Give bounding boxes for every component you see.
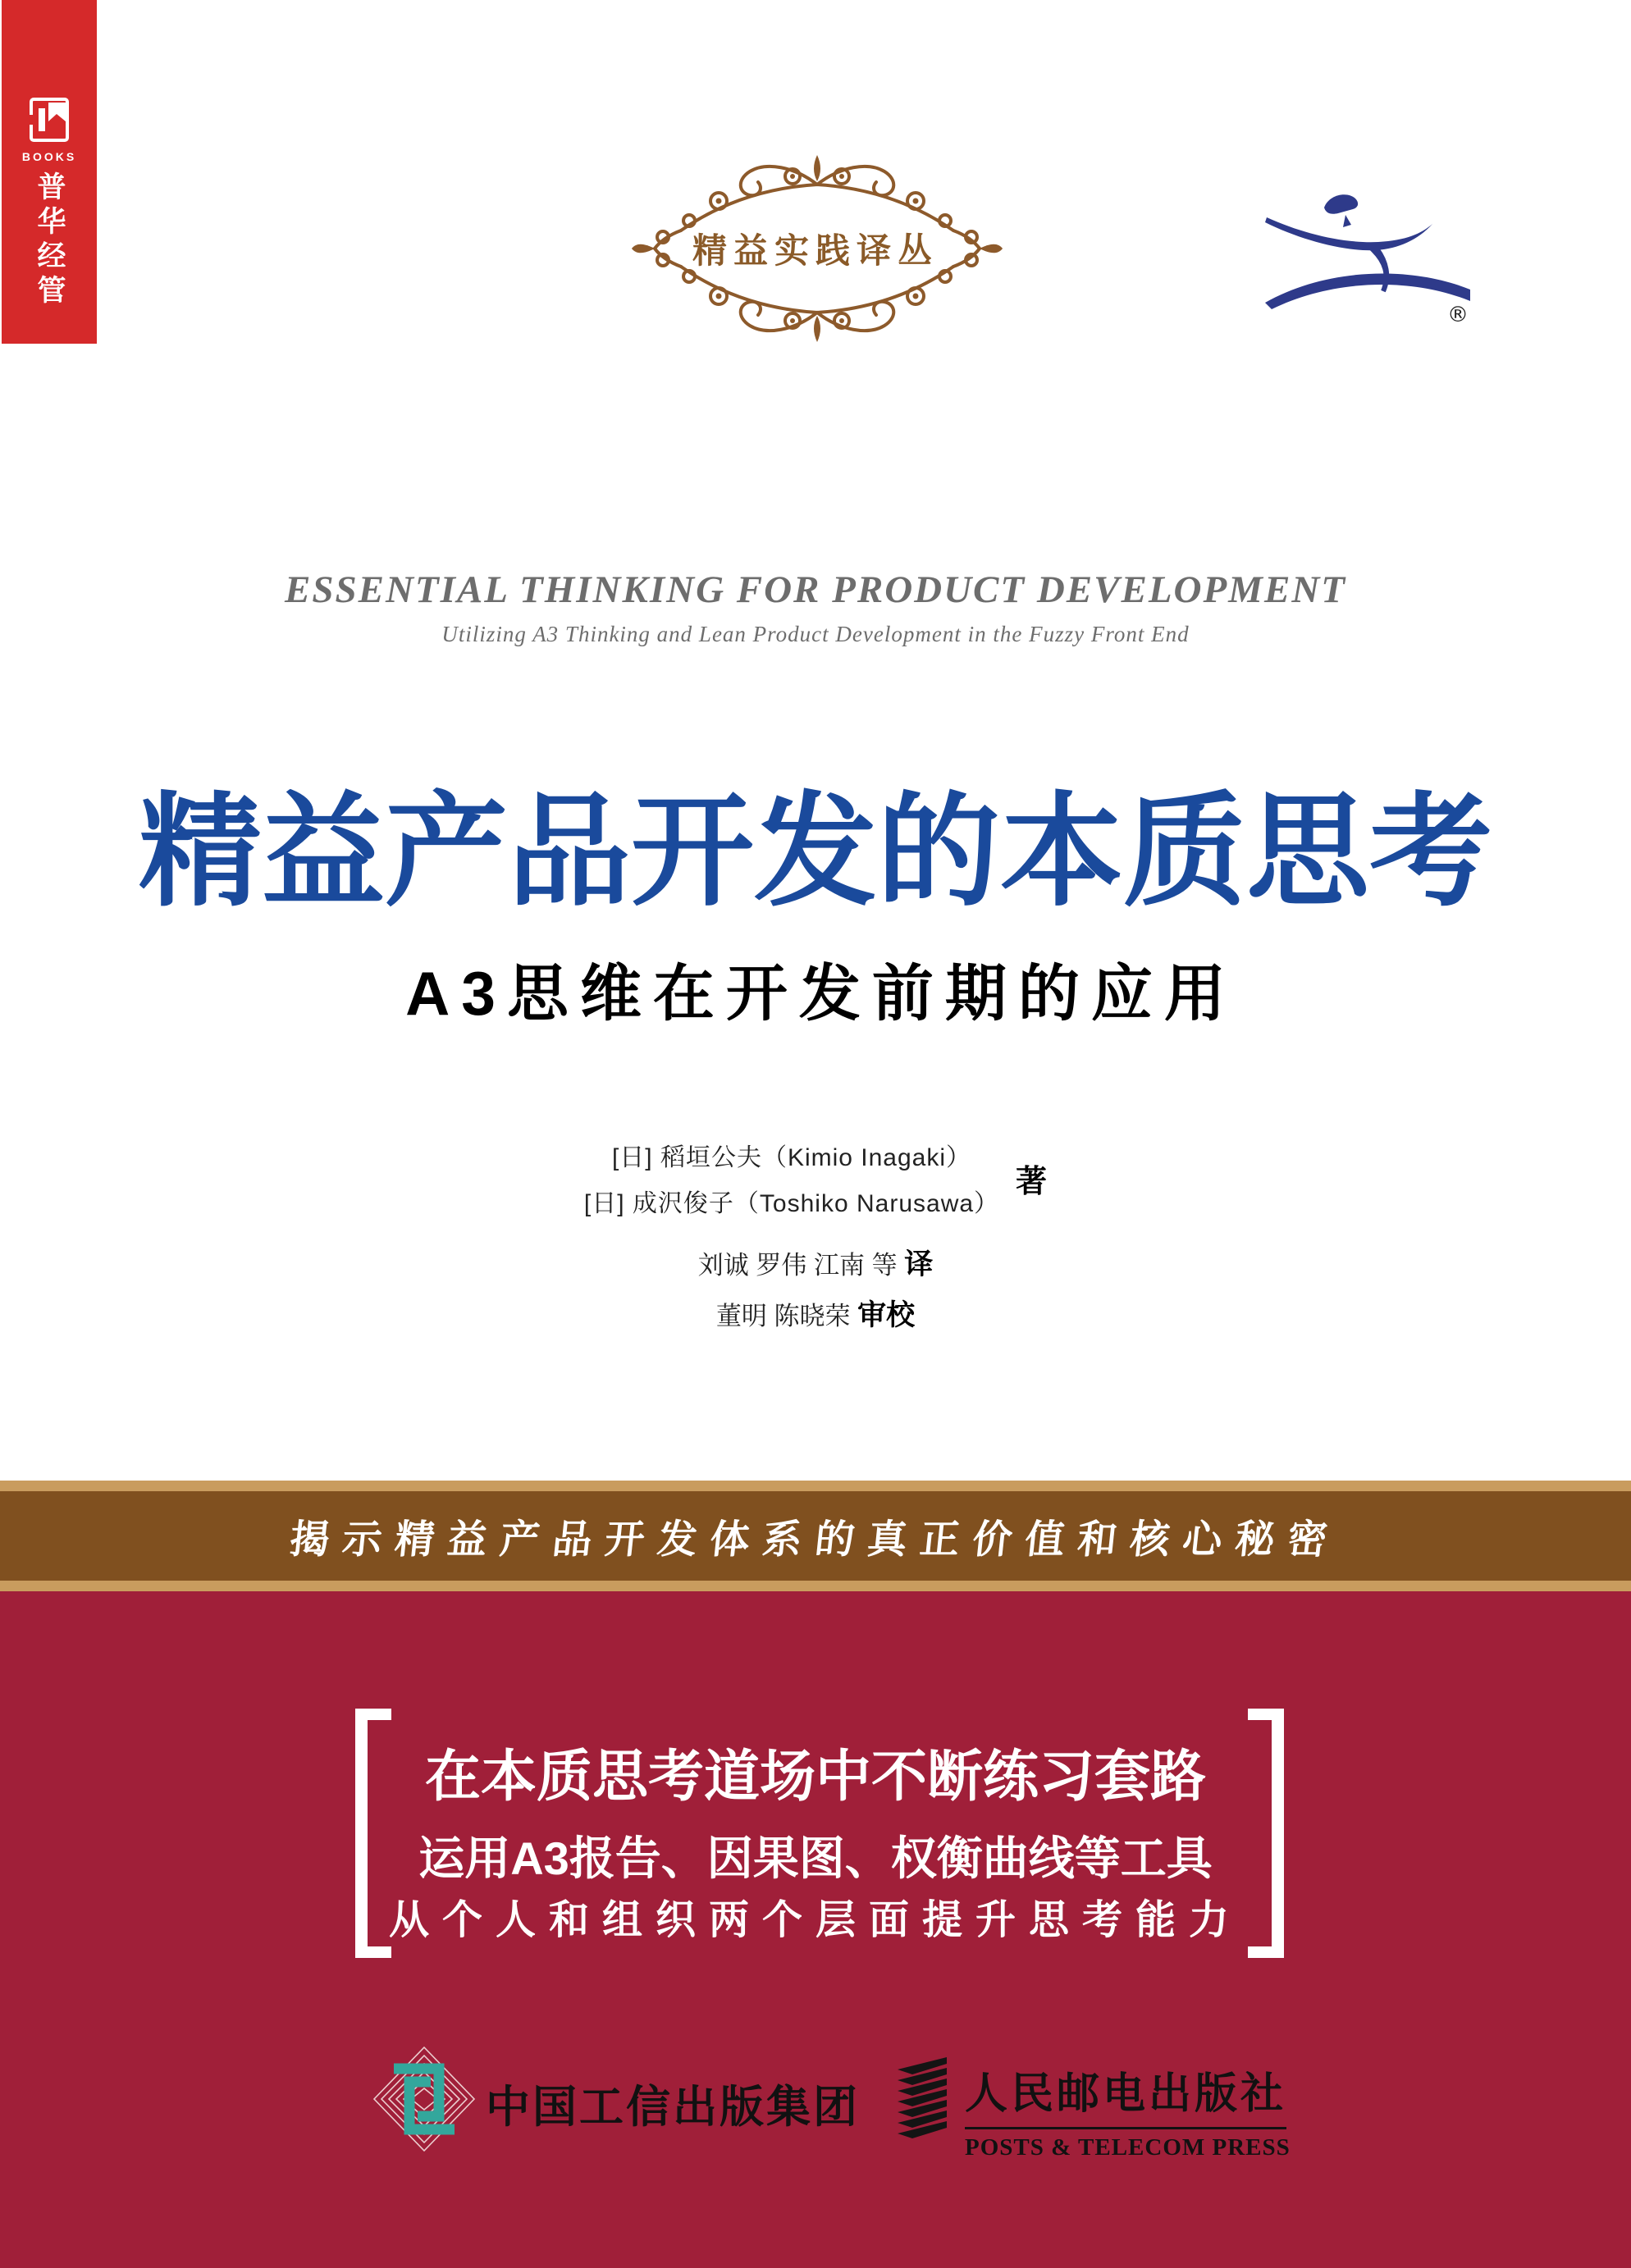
- dojo-line-1: 在本质思考道场中不断练习套路: [424, 1745, 1206, 1808]
- series-badge: [627, 150, 1004, 347]
- english-title: ESSENTIAL THINKING FOR PRODUCT DEVELOPMENT: [285, 568, 1346, 611]
- lower-section: [0, 1591, 1631, 2268]
- main-title: 精益产品开发的本质思考: [138, 779, 1492, 924]
- books-label: BOOKS: [21, 150, 77, 163]
- registered-trademark-symbol: ®: [1447, 303, 1469, 327]
- slogan-band: [0, 1481, 1631, 1591]
- dojo-line-3: 从个人和组织两个层面提升思考能力: [388, 1896, 1242, 1943]
- ptpress-name-en: POSTS & TELECOM PRESS: [965, 2134, 1291, 2161]
- author-line-1: [日] 稻垣公夫（Kimio Inagaki）: [611, 1144, 972, 1171]
- slogan-text: 揭示精益产品开发体系的真正价值和核心秘密: [287, 1517, 1343, 1563]
- citic-group-name: 中国工信出版集团: [486, 2080, 860, 2133]
- ptpress-chevrons-icon: [891, 2056, 950, 2143]
- series-label: 精益实践译丛: [692, 231, 939, 270]
- reviewers: 董明 陈晓荣: [715, 1302, 851, 1330]
- citic-publishing-logo-icon: [371, 2044, 477, 2158]
- subtitle: A3思维在开发前期的应用: [405, 959, 1237, 1028]
- books-logo-icon: [29, 97, 70, 147]
- spine-imprint: 普华经管: [34, 171, 66, 309]
- author-line-2: [日] 成沢俊子（Toshiko Narusawa）: [583, 1190, 1000, 1217]
- spine-banner: [2, 0, 97, 344]
- author-role: 著: [1016, 1164, 1048, 1199]
- translators: 刘诚 罗伟 江南 等: [697, 1251, 898, 1280]
- runner-logo: [1254, 176, 1483, 332]
- reviewer-role: 审校: [857, 1299, 916, 1331]
- ptpress-name: 人民邮电出版社: [965, 2059, 1286, 2129]
- ptpress-block: [965, 2059, 1291, 2161]
- english-subtitle: Utilizing A3 Thinking and Lean Product Development in the Fuzzy Front End: [441, 622, 1190, 646]
- credits-block: [0, 1137, 1631, 1334]
- dojo-line-2: 运用A3报告、因果图、权衡曲线等工具: [418, 1832, 1213, 1884]
- translator-role: 译: [904, 1248, 934, 1280]
